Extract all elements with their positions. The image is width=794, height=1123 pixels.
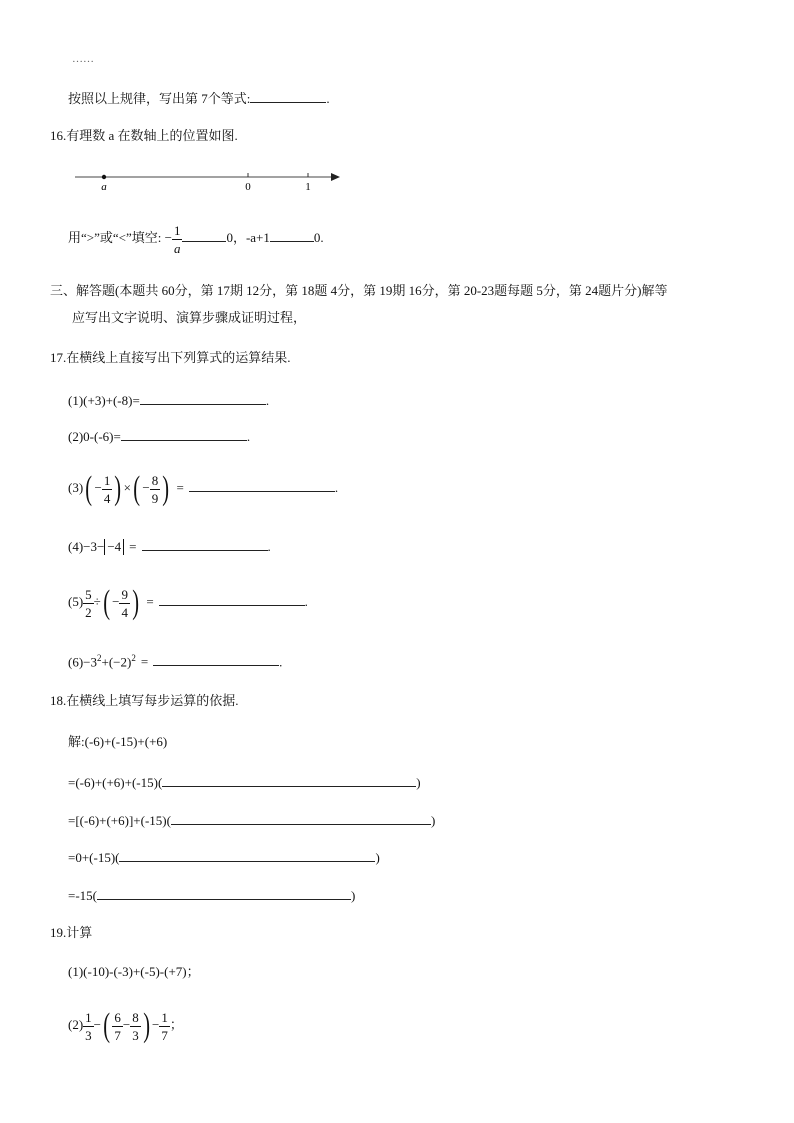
close-paren: ) [351, 888, 356, 903]
answer-blank[interactable] [162, 772, 416, 787]
q17-p1-text: (1)(+3)+(-8)= [68, 393, 140, 408]
denominator: 7 [161, 1027, 168, 1043]
fraction-6-7 [112, 1011, 123, 1042]
period: . [334, 480, 339, 495]
fraction-1-4 [102, 474, 113, 505]
q17-p3-label: (3) [68, 480, 84, 495]
right-paren: ) [142, 1007, 150, 1045]
q18-title: 18.在横线上填写每步运算的依据. [50, 693, 239, 708]
exponent: 2 [97, 653, 102, 663]
fraction-5-2 [83, 588, 94, 619]
q19-part2 [68, 1003, 183, 1047]
q17-p4-label: (4)−3− [68, 539, 105, 554]
denominator: a [173, 240, 181, 256]
right-paren: ) [132, 584, 140, 622]
answer-blank[interactable] [159, 591, 305, 606]
fraction-8-9 [150, 474, 161, 505]
period: . [267, 539, 271, 554]
q16-title: 16.有理数 a 在数轴上的位置如图. [50, 128, 238, 143]
equals-sign: = [140, 654, 149, 670]
section3-heading: 三、解答题(本题共 60分，第 17期 12分，第 18题 4分，第 19期 16分，第 20-23题每题 5分，第 24题片分)解等 [50, 283, 668, 298]
tick-one-label: 1 [305, 181, 311, 193]
numerator: 1 [161, 1009, 168, 1025]
period: . [304, 594, 308, 609]
denominator: 7 [114, 1027, 121, 1043]
minus-sign: − [112, 594, 120, 609]
left-paren: ( [133, 470, 141, 508]
q16-fill-mid2: 0. [313, 230, 324, 245]
denominator: 4 [121, 604, 128, 620]
answer-blank[interactable] [171, 810, 431, 825]
q18-step2-text: =[(-6)+(+6)]+(-15)( [68, 813, 171, 828]
denominator: 2 [85, 604, 92, 620]
q16-fill-prefix: 用“>”或“<”填空: − [68, 230, 172, 245]
numerator: 5 [85, 586, 92, 602]
equals-sign: = [146, 594, 154, 609]
number-line [72, 168, 347, 194]
equals-sign: = [129, 539, 137, 554]
q18-solve: 解:(-6)+(-15)+(+6) [68, 734, 168, 749]
denominator: 4 [103, 490, 111, 506]
q17-part1 [68, 390, 269, 410]
minus-sign: − [93, 1017, 102, 1032]
left-paren: ( [103, 1007, 111, 1045]
q18-step2 [68, 810, 435, 830]
answer-blank[interactable] [142, 536, 268, 551]
left-paren: ( [85, 470, 93, 508]
minus-sign: − [152, 1017, 160, 1032]
denominator: 3 [132, 1027, 139, 1043]
q18-step3-text: =0+(-15)( [68, 850, 120, 865]
answer-blank[interactable] [121, 426, 247, 441]
numerator: 1 [103, 472, 111, 488]
answer-blank[interactable] [140, 390, 266, 405]
close-paren: ) [430, 813, 436, 828]
close-paren: ) [375, 850, 380, 865]
q19-title: 19.计算 [50, 925, 93, 940]
left-paren: ( [103, 584, 110, 622]
equals-sign: = [176, 480, 184, 495]
exponent: 2 [131, 653, 136, 663]
q17-p2-text: (2)0-(-6)= [68, 429, 121, 444]
absolute-value: −4 [104, 539, 124, 555]
answer-blank[interactable] [189, 477, 335, 492]
answer-blank[interactable] [153, 651, 279, 666]
q17-p6-label: (6)−3 [68, 654, 97, 670]
close-paren: ) [416, 775, 421, 790]
right-paren: ) [162, 470, 170, 508]
q18-step3 [68, 847, 380, 867]
fraction-9-4 [119, 588, 130, 619]
q17-part3 [68, 466, 338, 510]
denominator: 3 [85, 1027, 92, 1043]
answer-blank[interactable] [250, 88, 326, 103]
fraction-one-over-a [172, 224, 183, 255]
fraction-1-3 [83, 1011, 94, 1042]
denominator: 9 [151, 490, 159, 506]
answer-blank[interactable] [270, 227, 314, 242]
answer-blank[interactable] [97, 885, 351, 900]
q18-step1 [68, 772, 421, 792]
fraction-1-7 [159, 1011, 170, 1042]
number-line-arrow-icon [331, 173, 340, 181]
q17-part2 [68, 426, 250, 446]
semicolon: ； [169, 1017, 183, 1032]
point-a-dot [102, 175, 106, 179]
numerator: 9 [121, 586, 128, 602]
section3-heading-cont: 应写出文字说明、演算步骤成证明过程， [72, 310, 307, 325]
pattern-question [68, 88, 330, 108]
period: . [265, 393, 270, 408]
q19-p2-label: (2) [68, 1017, 84, 1032]
q17-p6-mid: +(−2) [101, 654, 132, 670]
period: . [279, 654, 283, 670]
q17-part4 [68, 536, 271, 556]
period: . [246, 429, 251, 444]
q17-part5 [68, 580, 308, 624]
divide-sign: ÷ [93, 594, 101, 609]
times-sign: × [123, 480, 132, 495]
minus-sign: − [142, 480, 150, 495]
answer-blank[interactable] [182, 227, 226, 242]
ellipsis: …… [72, 53, 94, 65]
minus-sign: − [122, 1017, 131, 1032]
numerator: 8 [151, 472, 159, 488]
numerator: 6 [114, 1009, 121, 1025]
point-a-label: a [101, 181, 107, 193]
numerator: 1 [85, 1009, 92, 1025]
fraction-8-3 [130, 1011, 141, 1042]
q18-step4-text: =-15( [68, 888, 97, 903]
numerator: 8 [132, 1009, 139, 1025]
q17-p5-label: (5) [68, 594, 84, 609]
q18-step1-text: =(-6)+(+6)+(-15)( [68, 775, 163, 790]
q16-fill-line [68, 218, 324, 258]
right-paren: ) [114, 470, 122, 508]
q19-part1: (1)(-10)-(-3)+(-5)-(+7)； [68, 964, 200, 979]
q17-part6 [68, 649, 282, 671]
numerator: 1 [173, 222, 181, 238]
tick-zero-label: 0 [245, 181, 251, 193]
pattern-text: 按照以上规律，写出第 7个等式: [68, 91, 251, 106]
q17-title: 17.在横线上直接写出下列算式的运算结果. [50, 350, 291, 365]
q18-step4 [68, 885, 355, 905]
period: . [326, 91, 330, 106]
answer-blank[interactable] [119, 847, 375, 862]
minus-sign: − [94, 480, 102, 495]
q16-fill-mid1: 0，-a+1 [226, 230, 270, 245]
